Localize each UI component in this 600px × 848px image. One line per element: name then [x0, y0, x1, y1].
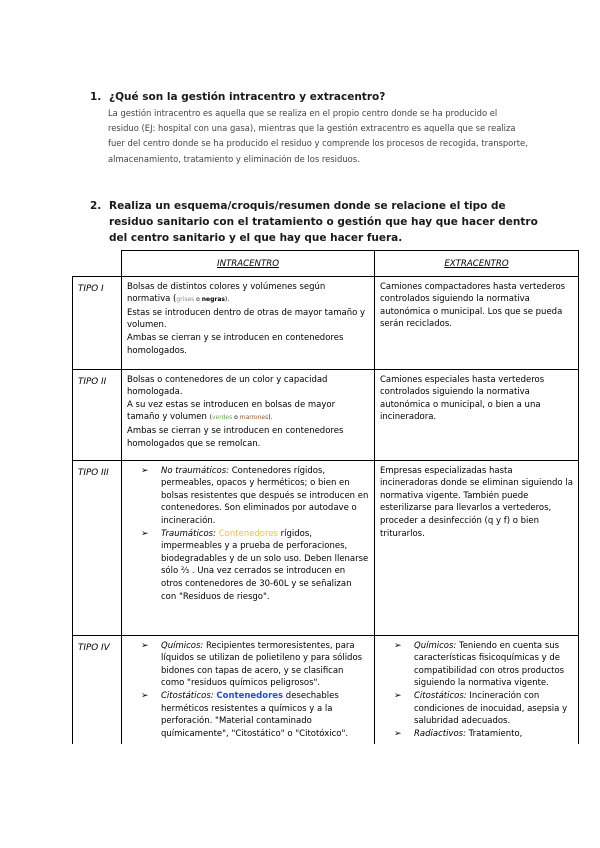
tipo4-intra: [122, 635, 375, 744]
tipo2-intra-line2: [127, 399, 369, 425]
arrow-bullet-icon: ➢: [141, 690, 149, 701]
tipo-label: TIPO IV: [73, 635, 122, 744]
tipo3-extra: Empresas especializadas hasta incineradoras donde se eliminan siguiendo la normativa vigente. También puede esterilizarse para llevarlos a vertederos, proceder a desinfección (q y f) o bien triturarlos.: [375, 460, 579, 635]
item-label: Traumáticos:: [161, 528, 216, 539]
waste-table: [72, 250, 579, 744]
tipo1-intra-line3: Ambas se cierran y se introducen en contenedores homologados.: [127, 332, 344, 356]
arrow-bullet-icon: ➢: [394, 728, 402, 739]
text: Bolsas de distintos colores y volúmenes según normativa (: [127, 281, 326, 305]
item-text: Incineración con condiciones de inocuidad, asepsia y salubridad adecuados.: [414, 690, 568, 727]
text: ).: [224, 296, 230, 304]
highlight-word: Contenedores: [218, 528, 278, 539]
tipo1-extra: Camiones compactadores hasta vertederos controlados siguiendo la normativa autonómica o municipal. Los que se pueda serán reciclados.: [375, 276, 579, 369]
tipo2-extra: Camiones especiales hasta vertederos controlados siguiendo la normativa autonómica o municipal, o bien a una incineradora.: [375, 369, 579, 460]
item-text: desechables herméticos resistentes a químicos y a la perforación. "Material contaminado químicamente", "Citostático" o "Citotóxico".: [161, 690, 349, 739]
tipo2-intra-line1: Bolsas o contenedores de un color y capacidad homologada.: [127, 374, 328, 398]
arrow-bullet-icon: ➢: [141, 528, 149, 539]
item-text: Teniendo en cuenta sus características fisicoquímicas y de compatibilidad con otros productos siguiendo la normativa vigente.: [414, 640, 565, 689]
tipo-label: TIPO I: [73, 276, 122, 369]
tipo3-list: [127, 465, 369, 604]
text: o: [194, 296, 202, 304]
green-word: verdes: [211, 414, 233, 422]
question-1-text: ¿Qué son la gestión intracentro y extracentro?: [109, 91, 386, 103]
text: A su vez estas se introducen en bolsas de mayor tamaño y volumen: [127, 399, 336, 423]
tipo1-intra-line2: Estas se introducen dentro de otras de mayor tamaño y volumen.: [127, 307, 366, 331]
col-extracentro: EXTRACENTRO: [375, 251, 579, 277]
text: (: [209, 414, 212, 422]
text: ).: [268, 414, 273, 422]
table-header-row: [73, 251, 579, 277]
arrow-bullet-icon: ➢: [394, 690, 402, 701]
question-2-number: 2.: [90, 200, 102, 212]
item-label: Químicos:: [161, 640, 204, 651]
list-item: [390, 690, 573, 728]
item-text: Tratamiento,: [465, 728, 523, 739]
item-text: Recipientes termoresistentes, para líquidos se utilizan de polietileno y para sólidos bidones con tapas de acero, y se clasifican como "residuos químicos peligrosos".: [161, 640, 363, 689]
tipo4-extra: [375, 635, 579, 744]
tipo2-intra-line3: Ambas se cierran y se introducen en contenedores homologados que se remolcan.: [127, 425, 344, 449]
item-label: Radiactivos:: [414, 728, 466, 739]
table-row: [73, 369, 579, 460]
col-intracentro: INTRACENTRO: [122, 251, 375, 277]
tipo3-intra: [122, 460, 375, 635]
tipo4-list: [127, 640, 369, 741]
item-label: No traumáticos:: [161, 465, 230, 476]
tipo-label: TIPO II: [73, 369, 122, 460]
item-text: rígidos, impermeables y a prueba de perforaciones, biodegradables y de un solo uso. Deben llenarse sólo ⅔ . Una vez cerrados se introducen en otros contenedores de 30-60L y se señalizan con "Residuos de riesgo".: [161, 528, 369, 602]
table-row: [73, 460, 579, 635]
tipo-label: TIPO III: [73, 460, 122, 635]
question-1-number: 1.: [90, 91, 102, 103]
table-corner: [73, 251, 122, 277]
question-2-text: Realiza un esquema/croquis/resumen donde se relacione el tipo de residuo sanitario con el tratamiento o gestión que hay que hacer dentro del centro sanitario y el que hay que hacer fuera.: [109, 200, 538, 244]
arrow-bullet-icon: ➢: [141, 465, 149, 476]
list-item: [137, 690, 369, 740]
tipo4-extra-list: [380, 640, 573, 741]
item-label: Citostáticos:: [414, 690, 467, 701]
arrow-bullet-icon: ➢: [141, 640, 149, 651]
text: o: [232, 414, 240, 422]
list-item: [390, 640, 573, 690]
list-item: [137, 528, 369, 604]
highlight-word: Contenedores: [216, 690, 284, 701]
item-label: Químicos:: [414, 640, 457, 651]
tipo2-intra: [122, 369, 375, 460]
tipo1-intra-line1: [127, 281, 369, 307]
black-word: negras: [201, 296, 225, 304]
list-item: [137, 640, 369, 690]
table-row: [73, 276, 579, 369]
list-item: [390, 728, 573, 741]
arrow-bullet-icon: ➢: [394, 640, 402, 651]
item-label: Citostáticos:: [161, 690, 214, 701]
list-item: [137, 465, 369, 528]
item-text: Contenedores rígidos, permeables, opacos y herméticos; o bien en bolsas resistentes que después se introducen en contenedores. Son eliminados por autodave o incineración.: [161, 465, 369, 526]
tipo1-intra: [122, 276, 375, 369]
answer-1: La gestión intracentro es aquella que se realiza en el propio centro donde se ha producido el residuo (EJ: hospital con una gasa), mientras que la gestión extracentro es aquella que se realiza fuer del centro donde se ha producido el residuo y comprende los procesos de recogida, transporte, almacenamiento, tratamiento y eliminación de los residuos.: [108, 108, 528, 164]
brown-word: marrones: [239, 414, 269, 422]
table-row: [73, 635, 579, 744]
grey-word: grises: [176, 296, 195, 304]
